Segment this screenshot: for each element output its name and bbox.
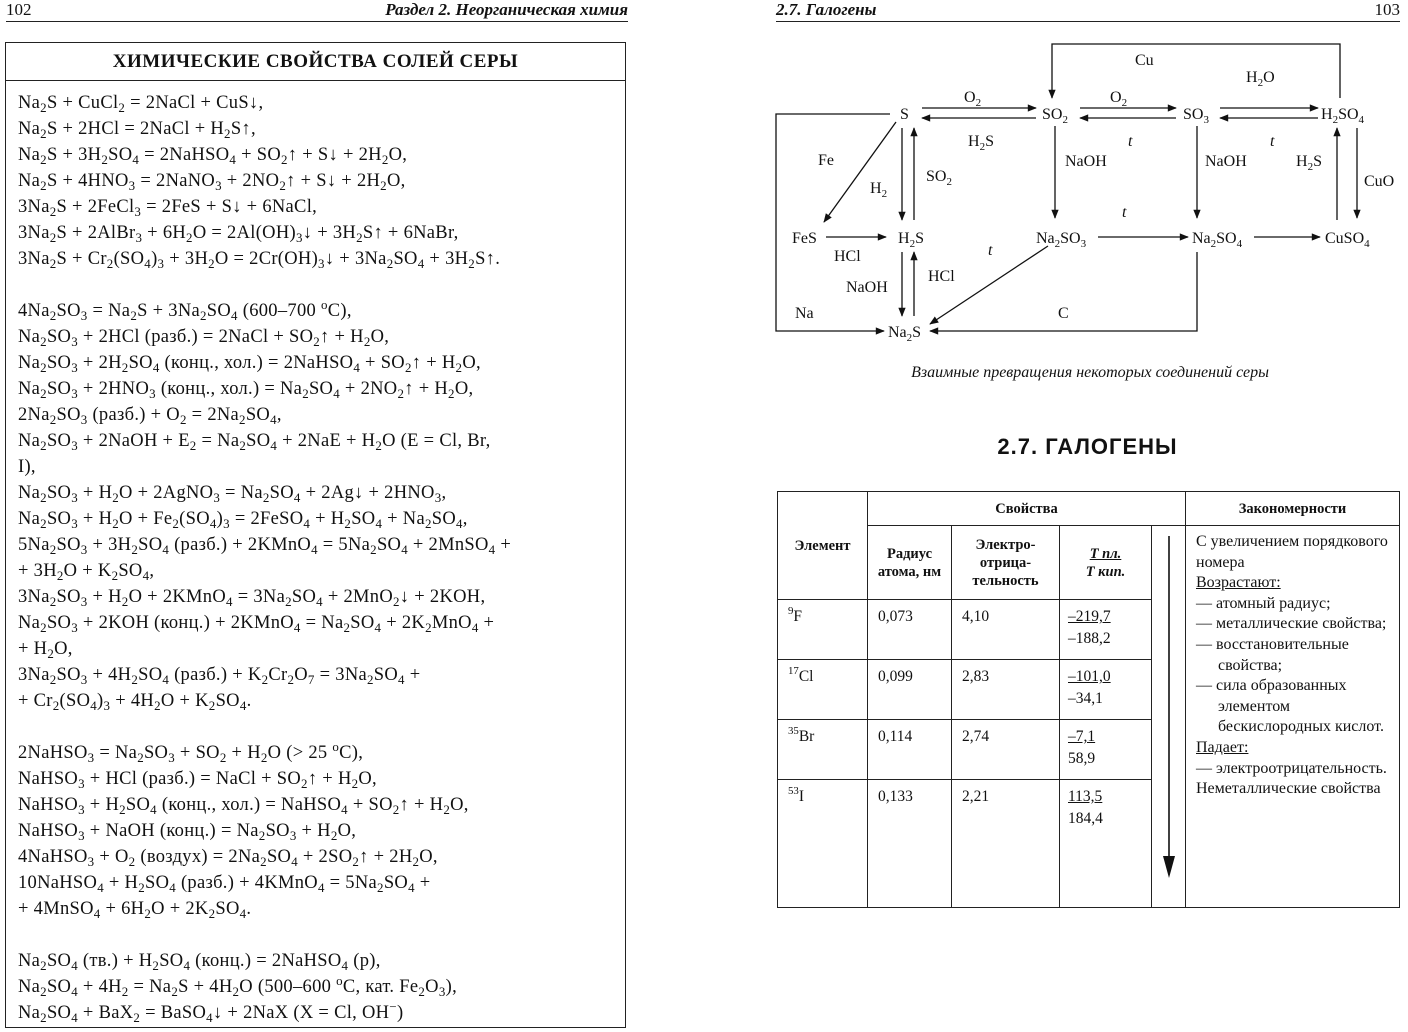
element-cell (778, 600, 868, 660)
header-properties: Свойства (868, 492, 1186, 526)
box-title: ХИМИЧЕСКИЕ СВОЙСТВА СОЛЕЙ СЕРЫ (5, 42, 626, 81)
equation: $3Na_2S + Cr_2(SO_4)_3 + 3H_2O$ = $2Cr(OH)_3↓ + 3Na_2SO_4$ + $3H_2S↑$. (18, 249, 501, 271)
equation-continuation: + $Cr_2(SO_4)_3 + 4H_2O + K_2SO_4$. (18, 691, 252, 713)
section-title: 2.7. ГАЛОГЕНЫ (997, 434, 1178, 459)
equation: $Na_2SO_3 + 2HNO_3$ (конц., $хол.) = Na_2SO_4$ + $2NO_2↑ + H_2O$, (18, 379, 474, 401)
arrow-h2so4-to-so2 (1052, 44, 1340, 98)
trend-arrow-cell (1152, 526, 1186, 908)
tboil-value: –34,1 (1068, 690, 1103, 707)
label-hcl-1: HCl (834, 248, 861, 265)
sulfur-transformation-scheme (770, 36, 1405, 356)
element-symbol: F (793, 608, 803, 625)
equation-continuation: + $H_2O$, (18, 639, 73, 661)
patterns-intro: С увеличением порядкового номера (1196, 533, 1388, 571)
tboil-value: –188,2 (1068, 630, 1111, 647)
label-fe: Fe (818, 152, 834, 169)
tmelt-value: –7,1 (1068, 728, 1096, 745)
tmelt-value: –101,0 (1068, 668, 1111, 685)
equation: $Na_2SO_3 + 2H_2SO_4$ (конц., хол.) = 2NaHSO$_4$ + $SO_2↑ + H_2O$, (18, 353, 481, 375)
electroneg-cell: 2,21 (952, 780, 1060, 908)
header-patterns: Закономерности (1186, 492, 1400, 526)
left-header-rule (6, 21, 628, 22)
node-na2so3: $Na_2SO_3$ (1036, 230, 1087, 250)
label-so2: $SO_2$ (926, 168, 952, 188)
element-symbol: Cl (798, 668, 814, 685)
equation: NaHSO$_3$ + $H_2SO_4$ (конц., хол.) = NaHSO$_4$ + $SO_2↑ + H_2O$, (18, 795, 469, 817)
right-running-title-text: 2.7. Галогены (776, 0, 877, 19)
electroneg-cell: 2,83 (952, 660, 1060, 720)
radius-cell: 0,114 (868, 720, 952, 780)
radius-cell: 0,099 (868, 660, 952, 720)
header-radius: Радиус атома, нм (868, 526, 952, 600)
right-page-number: 103 (1374, 0, 1400, 19)
left-running-title-text: Раздел 2. Неорганическая химия (385, 0, 628, 19)
header-tmelt: T пл. (1089, 545, 1122, 562)
equation: $Na_2SO_4 + 4H_2 = Na_2S + 4H_2O$ (500–600 $^o$C, кат. $Fe_2O_3$), (18, 973, 457, 999)
left-running-title (300, 0, 628, 20)
patterns-outro: Неметаллические свойства (1196, 780, 1381, 798)
header-electronegativity: Электро-отрица-тельность (952, 526, 1060, 600)
element-symbol: Br (798, 728, 815, 745)
spacer (18, 922, 623, 948)
equation: $Na_2SO_3$ + 2NaOH + $E_2 = Na_2SO_4 + 2NaE + H_2O$ (E = Cl, Br, (18, 431, 491, 453)
patterns-decrease-label: Падает: (1196, 738, 1249, 756)
label-t-2: t (1270, 133, 1275, 150)
node-cuso4: CuSO$_4$ (1325, 230, 1370, 250)
node-so3: $SO_3$ (1183, 106, 1209, 126)
trend-arrow-down-icon (1152, 526, 1186, 886)
node-h2so4: $H_2SO_4$ (1321, 106, 1365, 126)
equation: $3Na_2S$ + 2FeCl$_3$ = 2FeS + S↓ + 6NaCl, (18, 197, 318, 219)
equation: $3Na_2S$ + 2AlBr$_3$ + $6H_2O$ = $2Al(OH)_3↓$ + $3H_2S↑$ + 6NaBr, (18, 223, 459, 245)
node-na2s: $Na_2S$ (888, 324, 922, 344)
equation-continuation: + 4MnSO$_4$ + $6H_2O + 2K_2SO_4$. (18, 899, 252, 921)
element-mass-number: 53 (788, 785, 799, 797)
equation: $Na_2SO_3 + H_2O + Fe_2(SO_4)_3$ = 2FeSO$_4$ + $H_2SO_4 + Na_2SO_4$, (18, 509, 468, 531)
equation: NaHSO$_3$ + HCl (разб.) = NaCl + $SO_2↑ + H_2O$, (18, 769, 377, 791)
element-mass-number: 35 (788, 725, 799, 737)
node-h2s: $H_2S$ (898, 230, 924, 250)
left-page-number: 102 (6, 0, 32, 19)
equation: $Na_2SO_4$ $(тв.) + H_2SO_4$ (конц.) = 2NaHSO$_4$ (р), (18, 951, 381, 973)
radius-cell: 0,133 (868, 780, 952, 908)
equation: $3Na_2SO_3 + 4H_2SO_4$ (разб.) + $K_2Cr_2O_7 = 3Na_2SO_4$ + (18, 665, 421, 687)
spacer (18, 714, 623, 740)
label-t-1: t (1128, 133, 1133, 150)
equation: $2Na_2SO_3$ (разб.) + $O_2 = 2Na_2SO_4$, (18, 405, 282, 427)
patterns-cell (1186, 526, 1400, 908)
equation: $Na_2S + 4HNO_3$ = 2NaNO$_3$ + $2NO_2↑$ + S↓ + $2H_2O$, (18, 171, 406, 193)
label-h2s-2: $H_2S$ (1296, 153, 1322, 173)
equation: $3Na_2SO_3 + H_2O$ + 2KMnO$_4$ = $3Na_2SO_4$ + 2MnO$_2$↓ + 2KOH, (18, 587, 486, 609)
tmelt-value: 113,5 (1068, 788, 1103, 805)
equation: $Na_2S + 2HCl$ = 2NaCl + $H_2S↑$, (18, 119, 256, 141)
equation: $Na_2SO_3 + H_2O$ + 2AgNO$_3$ = $Na_2SO_4$ + 2Ag↓ + $2HNO_3$, (18, 483, 447, 505)
tboil-value: 58,9 (1068, 750, 1096, 767)
halogens-table (777, 491, 1400, 908)
equation: 2NaHSO$_3$ = $Na_2SO_3 + SO_2 + H_2O$ (> 25 $^o$C), (18, 739, 364, 765)
equation: NaHSO$_3$ + NaOH (конц.) = $Na_2SO_3 + H_2O$, (18, 821, 357, 843)
label-h2s-1: $H_2S$ (968, 133, 994, 153)
equation: $Na_2SO_3 + 2HCl$ (разб.) = 2NaCl + $SO_2↑ + H_2O$, (18, 327, 390, 349)
label-naoh-2: NaOH (1205, 153, 1247, 170)
label-c: C (1058, 305, 1069, 322)
label-cuo: CuO (1364, 173, 1395, 190)
temperature-cell (1060, 660, 1152, 720)
radius-cell: 0,073 (868, 600, 952, 660)
node-s: S (900, 106, 909, 123)
label-h2: $H_2$ (870, 180, 888, 200)
scheme-caption: Взаимные превращения некоторых соединений серы (911, 364, 1269, 381)
electroneg-cell: 2,74 (952, 720, 1060, 780)
arrow-s-to-fes (824, 122, 896, 222)
element-mass-number: 17 (788, 665, 799, 677)
arrow-s-to-na2s (776, 114, 890, 331)
equation: $5Na_2SO_3 + 3H_2SO_4$ (разб.) + 2KMnO$_4$ = $5Na_2SO_4$ + 2MnSO$_4$ + (18, 535, 512, 557)
patterns-item: — сила образованных элементом бескислородных кислот. (1196, 677, 1384, 736)
header-tboil: T кип. (1085, 563, 1126, 580)
node-na2so4: $Na_2SO_4$ (1192, 230, 1243, 250)
tmelt-value: –219,7 (1068, 608, 1111, 625)
temperature-cell (1060, 780, 1152, 908)
patterns-increase-label: Возрастают: (1196, 574, 1281, 592)
node-fes: FeS (792, 230, 817, 247)
temperature-cell (1060, 720, 1152, 780)
spacer (18, 272, 623, 298)
label-hcl-2: HCl (928, 268, 955, 285)
label-naoh-1: NaOH (1065, 153, 1107, 170)
label-t-3: t (1122, 204, 1127, 221)
patterns-item: — восстановительные свойства; (1196, 635, 1349, 674)
equation-continuation: + $3H_2O + K_2SO_4$, (18, 561, 155, 583)
equation: $Na_2SO_4 + BaX_2$ = BaSO$_4$↓ + 2NaX (X = Cl, OH−) (18, 999, 404, 1025)
label-o2-1: $O_2$ (964, 89, 982, 109)
equation-continuation: I), (18, 457, 36, 477)
tboil-value: 184,4 (1068, 810, 1103, 827)
electroneg-cell: 4,10 (952, 600, 1060, 660)
right-header-rule (776, 21, 1400, 22)
temperature-cell (1060, 600, 1152, 660)
element-cell (778, 780, 868, 908)
equation: $Na_2SO_3 + 2KOH$ (конц.) + 2KMnO$_4$ = $Na_2SO_4 + 2K_2MnO_4$ + (18, 613, 495, 635)
equations-list (18, 90, 623, 1026)
header-element: Элемент (778, 492, 868, 600)
label-h2o: $H_2O$ (1246, 69, 1275, 89)
node-so2: $SO_2$ (1042, 106, 1068, 126)
header-temperatures (1060, 526, 1152, 600)
element-cell (778, 660, 868, 720)
element-mass-number: 9 (788, 605, 794, 617)
patterns-item: — атомный радиус; (1196, 594, 1331, 612)
right-running-title (776, 0, 876, 20)
equation: $Na_2S$ + CuCl$_2$ = 2NaCl + CuS↓, (18, 93, 264, 115)
label-cu: Cu (1135, 52, 1154, 69)
label-o2-2: $O_2$ (1110, 89, 1128, 109)
equation: 4NaHSO$_3$ + $O_2$ (воздух) = $2Na_2SO_4$ + $2SO_2↑ + 2H_2O$, (18, 847, 438, 869)
equation: $4Na_2SO_3 = Na_2S + 3Na_2SO_4$ (600–700 $^o$C), (18, 297, 352, 323)
patterns-item: — металлические свойства; (1196, 615, 1387, 633)
label-t-4: t (988, 242, 993, 259)
equation: 10NaHSO$_4$ + $H_2SO_4$ (разб.) + 4KMnO$_4$ = $5Na_2SO_4$ + (18, 873, 431, 895)
element-symbol: I (798, 788, 805, 805)
equation: $Na_2S + 3H_2SO_4$ = 2NaHSO$_4$ + $SO_2↑$ + S↓ + $2H_2O$, (18, 145, 408, 167)
element-cell (778, 720, 868, 780)
label-na: Na (795, 305, 814, 322)
label-naoh-3: NaOH (846, 279, 888, 296)
patterns-item: — электроотрицательность. (1196, 759, 1387, 777)
